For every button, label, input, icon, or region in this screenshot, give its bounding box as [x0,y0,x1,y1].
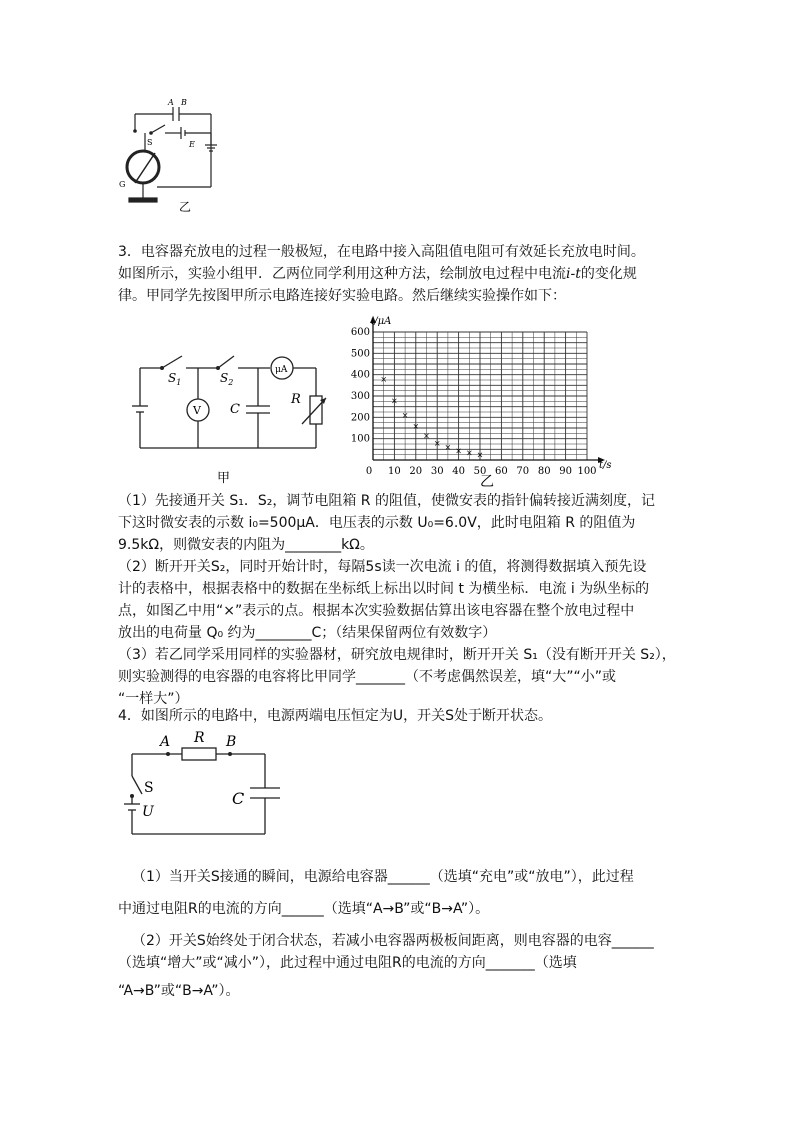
x-tick-label: 70 [516,466,530,477]
y-tick-label: 100 [350,433,370,445]
chart-caption: 乙 [480,474,494,490]
q3-sub3-line1: （3）若乙同学采用同样的实验器材，研究放电规律时，断开开关 S₁（没有断开开关 S₂）， [118,647,676,663]
q3-sub2-line1: （2）断开开关S₂，同时开始计时，每隔5s读一次电流 i 的值，将测得数据填入预先设 [118,559,647,575]
q4-label-a: A [160,734,171,750]
q3-sub3-line2: 则实验测得的电容器的电容将比甲同学_______（不考虑偶然误差，填“大”“小”或 [118,669,617,685]
label-s1: S [168,371,177,385]
q3-intro-line1: 3．电容器充放电的过程一般极短，在电路中接入高阻值电阻可有效延长充放电时间。 [118,244,645,260]
x-tick-label: 80 [537,466,551,477]
figure-circuit-jia [130,348,330,488]
data-point: × [401,411,409,421]
q3-sub1-line1: （1）先接通开关 S₁．S₂，调节电阻箱 R 的阻值，使微安表的指针偏转接近满刻度，记 [118,493,655,509]
q3-it-var: i-t [566,266,581,282]
data-point: × [476,450,484,460]
q4-label-b: B [226,734,237,750]
q3-sub3-line3: “一样大”） [118,691,189,707]
figure-circuit-q4 [120,724,280,840]
q4-sub1-line2: 中通过电阻R的电流的方向______（选填“A→B”或“B→A”）。 [118,901,490,917]
label-ua: μA [275,365,288,375]
label-s2-sub: 2 [228,378,234,387]
label-r: R [291,392,301,407]
data-point: × [423,431,430,441]
label-e: E [189,140,195,149]
x-tick-label: 40 [452,466,465,477]
chart-y-label: i/μA [371,316,392,327]
q4-label-s: S [144,780,154,796]
fig-caption: 乙 [179,200,192,214]
q3-intro-line2 [118,263,637,285]
caption-jia: 甲 [217,471,231,486]
label-s: S [147,138,153,147]
y-tick-label: 300 [350,391,370,402]
x-tick-label: 30 [430,466,444,477]
chart-y-ticks [351,327,370,445]
data-point: × [455,446,462,456]
q4-label-c: C [232,789,245,808]
data-point: × [444,443,452,453]
q3-sub1-line2: 下这时微安表的示数 i₀=500μA．电压表的示数 U₀=6.0V，此时电阻箱 R 的阻值为 [118,515,636,531]
q4-intro: 4．如图所示的电路中，电源两端电压恒定为U，开关S处于断开状态。 [118,708,553,724]
data-point: × [391,396,398,406]
chart-current-time [345,312,625,490]
y-tick-label: 600 [350,327,370,338]
label-c: C [230,402,240,417]
q3-sub2-line3: 点，如图乙中用“×”表示的点。根据本次实验数据估算出该电容器在整个放电过程中 [118,603,635,619]
y-tick-label: 200 [350,412,370,424]
data-point: × [412,421,420,431]
q3-sub2-line4: 放出的电荷量 Q₀ 约为________C；（结果保留两位有效数字） [118,625,497,641]
q3-sub2-line2: 计的表格中，根据表格中的数据在坐标纸上标出以时间 t 为横坐标．电流 i 为纵坐标的 [118,581,650,597]
x-tick-label: 20 [409,466,423,477]
q4-label-u: U [142,804,154,820]
x-tick-label: 60 [495,466,508,477]
q3-intro-line3: 律。甲同学先按图甲所示电路连接好实验电路。然后继续实验操作如下： [118,288,566,304]
q4-label-r: R [194,730,205,746]
label-a: A [168,98,174,107]
label-v: V [193,404,201,417]
data-point: × [465,448,473,458]
svg-text:S2 [220,371,233,387]
y-tick-label: 400 [350,369,370,381]
svg-text:S1 [168,371,181,387]
q3-intro-line2-text: 如图所示，实验小组甲．乙两位同学利用这种方法，绘制放电过程中电流 [118,266,566,282]
y-tick-label: 500 [350,348,370,360]
data-point: × [380,374,388,384]
x-tick-label: 0 [365,466,373,477]
label-b: B [181,98,187,107]
x-tick-label: 10 [388,466,401,477]
q4-sub1-line1: （1）当开关S接通的瞬间，电源给电容器______（选填“充电”或“放电”），此过程 [132,869,634,885]
q4-sub2-line2: （选填“增大”或“减小”），此过程中通过电阻R的电流的方向_______（选填 [118,955,577,971]
label-g: G [119,180,126,189]
label-s1-sub: 1 [176,378,182,387]
chart-x-label: t/s [599,460,612,471]
q3-intro-line2-tail: 的变化规 [580,266,637,282]
x-tick-label: 50 [473,466,487,477]
q3-sub1-line3: 9.5kΩ，则微安表的内阻为________kΩ。 [118,537,374,553]
x-tick-label: 90 [559,466,572,477]
q4-sub2-line1: （2）开关S始终处于闭合状态，若减小电容器两极板间距离，则电容器的电容______ [132,933,654,949]
data-point: × [433,438,441,448]
figure-electroscope-circuit [115,95,245,220]
x-tick-label: 100 [577,466,597,477]
q4-sub2-line3: “A→B”或“B→A”）。 [118,983,240,999]
label-s2: S [220,371,229,385]
